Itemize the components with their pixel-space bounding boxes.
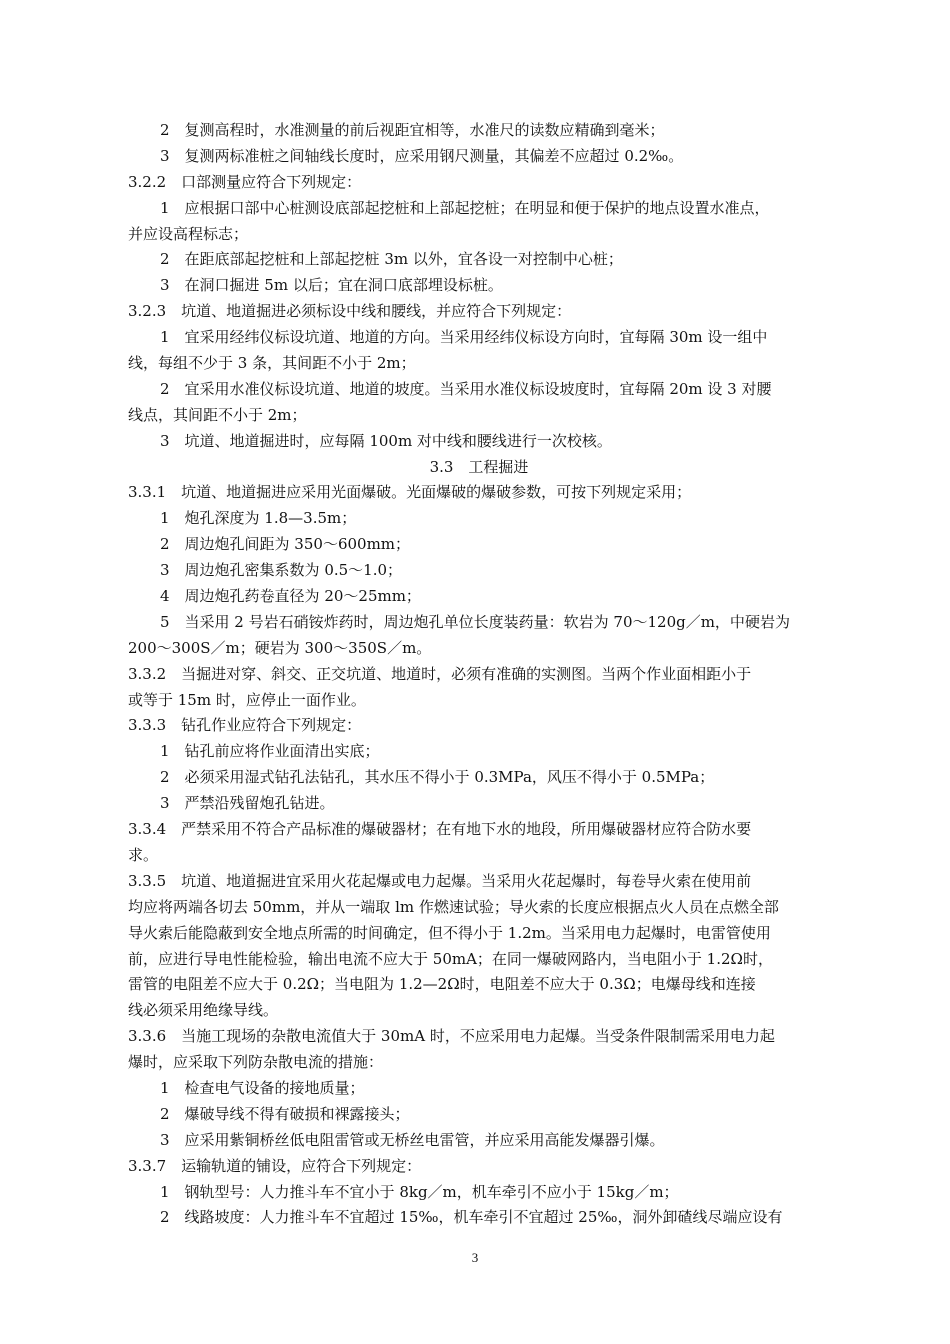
continuation-line: 200～300S／m；硬岩为 300～350S／m。 — [128, 638, 432, 657]
continuation-line: 均应将两端各切去 50mm，并从一端取 lm 作燃速试验；导火索的长度应根据点火人员在点燃全部 — [128, 897, 779, 916]
clause-heading: 3.3.1 坑道、地道掘进应采用光面爆破。光面爆破的爆破参数，可按下列规定采用； — [128, 483, 692, 502]
continuation-line: 或等于 15m 时，应停止一面作业。 — [128, 690, 366, 709]
page-number: 3 — [471, 1250, 479, 1265]
list-item: 2 周边炮孔间距为 350～600mm； — [160, 535, 411, 554]
clause-heading: 3.3.2 当掘进对穿、斜交、正交坑道、地道时，必须有准确的实测图。当两个作业面相距小于 — [128, 664, 752, 683]
list-item: 5 当采用 2 号岩石硝铵炸药时，周边炮孔单位长度装药量：软岩为 70～120g／m，中硬岩为 — [160, 612, 790, 631]
clause-heading: 3.3.5 坑道、地道掘进宜采用火花起爆或电力起爆。当采用火花起爆时，每卷导火索在使用前 — [128, 871, 752, 890]
list-item: 2 在距底部起挖桩和上部起挖桩 3m 以外，宜各设一对控制中心桩； — [160, 250, 623, 269]
list-item: 2 必须采用湿式钻孔法钻孔，其水压不得小于 0.3MPa，风压不得小于 0.5MPa； — [160, 768, 715, 787]
clause-heading: 3.3.6 当施工现场的杂散电流值大于 30mA 时，不应采用电力起爆。当受条件限制需采用电力起 — [128, 1027, 775, 1046]
continuation-line: 求。 — [128, 845, 159, 864]
list-item: 2 线路坡度：人力推斗车不宜超过 15‰，机车牵引不宜超过 25‰，洞外卸碴线尽端应设有 — [160, 1208, 783, 1227]
continuation-line: 线点，其间距不小于 2m； — [128, 405, 307, 424]
continuation-line: 爆时，应采取下列防杂散电流的措施： — [128, 1053, 384, 1072]
page-body — [128, 118, 830, 1231]
clause-heading: 3.2.3 坑道、地道掘进必须标设中线和腰线，并应符合下列规定： — [128, 302, 572, 321]
clause-heading: 3.3.4 严禁采用不符合产品标准的爆破器材；在有地下水的地段，所用爆破器材应符合防水要 — [128, 820, 752, 839]
continuation-line: 线必须采用绝缘导线。 — [128, 1001, 279, 1020]
list-item: 1 钢轨型号：人力推斗车不宜小于 8kg／m，机车牵引不应小于 15kg／m； — [160, 1182, 679, 1201]
continuation-line: 并应设高程标志； — [128, 224, 249, 243]
clause-heading: 3.3.7 运输轨道的铺设，应符合下列规定： — [128, 1156, 422, 1175]
clause-heading: 3.2.2 口部测量应符合下列规定： — [128, 172, 362, 191]
list-item: 1 钻孔前应将作业面清出实底； — [160, 742, 380, 761]
clause-heading: 3.3.3 钻孔作业应符合下列规定： — [128, 716, 362, 735]
list-item: 2 爆破导线不得有破损和裸露接头； — [160, 1104, 410, 1123]
continuation-line: 前，应进行导电性能检验，输出电流不应大于 50mA；在同一爆破网路内，当电阻小于 1.2Ω时， — [128, 949, 773, 968]
list-item: 2 复测高程时，水准测量的前后视距宜相等，水准尺的读数应精确到毫米； — [160, 121, 665, 139]
list-item: 2 宜采用水准仪标设坑道、地道的坡度。当采用水准仪标设坡度时，宜每隔 20m 设 3 对腰 — [160, 379, 772, 398]
list-item: 4 周边炮孔药卷直径为 20～25mm； — [160, 587, 421, 606]
list-item: 3 坑道、地道掘进时，应每隔 100m 对中线和腰线进行一次校核。 — [160, 431, 612, 450]
section-title: 3.3 工程掘进 — [429, 457, 529, 476]
continuation-line: 线，每组不少于 3 条，其间距不小于 2m； — [128, 354, 416, 373]
continuation-line: 导火索后能隐蔽到安全地点所需的时间确定，但不得小于 1.2m。当采用电力起爆时，电雷管使用 — [128, 923, 771, 942]
list-item: 1 检查电气设备的接地质量； — [160, 1078, 365, 1097]
list-item: 3 应采用紫铜桥丝低电阻雷管或无桥丝电雷管，并应采用高能发爆器引爆。 — [160, 1130, 665, 1149]
list-item: 3 在洞口掘进 5m 以后；宜在洞口底部埋设标桩。 — [160, 276, 503, 295]
continuation-line: 雷管的电阻差不应大于 0.2Ω；当电阻为 1.2—2Ω时，电阻差不应大于 0.3Ω；电爆母线和连接 — [128, 975, 756, 994]
list-item: 1 应根据口部中心桩测设底部起挖桩和上部起挖桩；在明显和便于保护的地点设置水准点， — [160, 198, 770, 217]
list-item: 3 复测两标准桩之间轴线长度时，应采用钢尺测量，其偏差不应超过 0.2‰。 — [160, 146, 684, 165]
list-item: 3 严禁沿残留炮孔钻进。 — [160, 794, 335, 813]
list-item: 1 宜采用经纬仪标设坑道、地道的方向。当采用经纬仪标设方向时，宜每隔 30m 设一组中 — [160, 328, 768, 347]
list-item: 3 周边炮孔密集系数为 0.5～1.0； — [160, 561, 403, 580]
list-item: 1 炮孔深度为 1.8—3.5m； — [160, 509, 357, 528]
